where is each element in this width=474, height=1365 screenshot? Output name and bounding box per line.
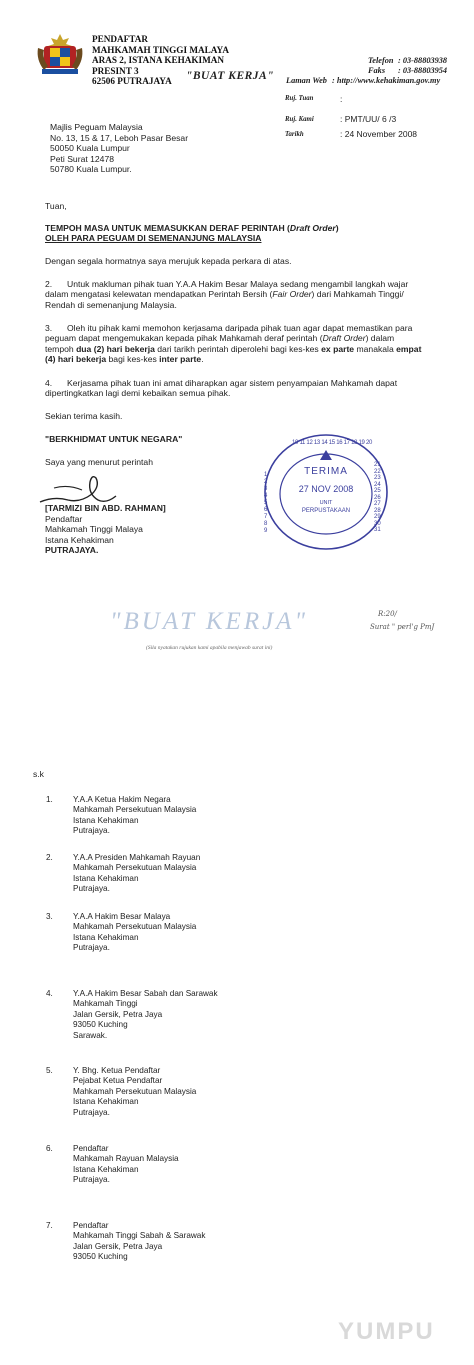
ruj-kami-value: : PMT/UU/ 6 /3 bbox=[340, 114, 397, 124]
cc-item bbox=[73, 795, 196, 837]
intro-paragraph: Dengan segala hormatnya saya merujuk kepada perkara di atas. bbox=[45, 256, 292, 266]
cc-item-line: Mahkamah Persekutuan Malaysia bbox=[73, 922, 197, 932]
cc-item-line: Mahkamah Rayuan Malaysia bbox=[73, 1154, 179, 1164]
subject-line1-italic: Draft Order bbox=[289, 223, 336, 233]
cc-item bbox=[73, 1221, 205, 1263]
stamp-dept: PERPUSTAKAAN bbox=[301, 508, 351, 514]
para3 bbox=[45, 323, 423, 365]
coat-of-arms-logo bbox=[34, 32, 86, 76]
para3-number: 3. bbox=[45, 323, 53, 333]
yumpu-watermark: YUMPU bbox=[338, 1318, 435, 1345]
telefon-value: : 03-88803938 bbox=[398, 56, 448, 65]
subject-line1-pre: TEMPOH MASA UNTUK MEMASUKKAN DERAF PERINTAH ( bbox=[45, 223, 290, 233]
cc-item-number: 7. bbox=[46, 1221, 53, 1230]
recipient-line: No. 13, 15 & 17, Leboh Pasar Besar bbox=[50, 132, 189, 143]
recipient-line: 50050 Kuala Lumpur bbox=[50, 143, 130, 154]
ruj-kami-label: Ruj. Kami bbox=[285, 116, 314, 123]
signatory-city: PUTRAJAYA. bbox=[45, 545, 99, 556]
received-stamp bbox=[262, 432, 390, 552]
cc-item bbox=[73, 989, 218, 1041]
para4: Kerjasama pihak tuan ini amat diharapkan agar sistem penyampaian Mahkamah dapat dipertingkatkan lagi demi kebaikan semua pihak. bbox=[45, 378, 398, 399]
stamp-ring-right: 21 22 23 24 25 26 27 28 29 30 31 bbox=[374, 462, 381, 533]
cc-item-line: Y.A.A Ketua Hakim Negara bbox=[73, 795, 171, 804]
stamp-date: 27 NOV 2008 bbox=[298, 484, 354, 494]
handwritten-note bbox=[370, 608, 435, 634]
cc-item-line: Putrajaya. bbox=[73, 1175, 110, 1185]
cc-item-line: 93050 Kuching bbox=[73, 1020, 128, 1030]
para2-number: 2. bbox=[45, 279, 53, 289]
cc-item-line: Jalan Gersik, Petra Jaya bbox=[73, 1241, 163, 1251]
signatory-line: Mahkamah Tinggi Malaya bbox=[45, 524, 143, 535]
para3-text-c: dari tarikh perintah diperolehi bagi kes-kes bbox=[154, 343, 322, 354]
para3-text-a: Oleh itu pihak kami memohon kerjasama daripada pihak tuan agar dapat memastikan para peguam dapat mengemukakan kepada pihak Mahkamah deraf perintah ( bbox=[45, 323, 413, 344]
org-line: 62506 PUTRAJAYA bbox=[92, 76, 172, 86]
ruj-tuan-value: : bbox=[340, 94, 343, 104]
stamp-ring-left: 1 2 3 4 5 6 7 8 9 bbox=[264, 472, 268, 534]
cc-item-line: Y. Bhg. Ketua Pendaftar bbox=[73, 1066, 161, 1075]
recipient-line: 50780 Kuala Lumpur. bbox=[50, 164, 132, 175]
org-line: PENDAFTAR bbox=[92, 34, 148, 44]
cc-item-line: Istana Kehakiman bbox=[73, 815, 139, 825]
signatory-title bbox=[45, 514, 143, 556]
subject-line2: OLEH PARA PEGUAM DI SEMENANJUNG MALAYSIA bbox=[45, 233, 262, 244]
cc-item-number: 5. bbox=[46, 1066, 53, 1075]
cc-item-line: Sarawak. bbox=[73, 1030, 108, 1040]
handwriting-line: Surat " perl'g PmJ bbox=[370, 623, 435, 631]
cc-item-line: Mahkamah Tinggi Sabah & Sarawak bbox=[73, 1231, 206, 1241]
stamp-unit: UNIT bbox=[319, 500, 333, 506]
footer-motto: "BUAT KERJA" bbox=[110, 608, 308, 635]
signatory-line: Pendaftar bbox=[45, 514, 83, 524]
cc-item-line: Istana Kehakiman bbox=[73, 873, 139, 883]
cc-item-line: Y.A.A Hakim Besar Malaya bbox=[73, 912, 171, 921]
web-label: Laman Web bbox=[286, 76, 327, 85]
cc-item-line: Putrajaya. bbox=[73, 884, 110, 894]
subject-line1-post: ) bbox=[335, 223, 339, 233]
faks-label: Faks bbox=[368, 66, 386, 75]
cc-item-number: 4. bbox=[46, 989, 53, 998]
cc-item-line: Pejabat Ketua Pendaftar bbox=[73, 1076, 163, 1086]
ruj-tuan-label: Ruj. Tuan bbox=[285, 95, 314, 102]
handwriting-line: R:20/ bbox=[378, 610, 397, 618]
cc-item bbox=[73, 853, 200, 895]
cc-label: s.k bbox=[33, 769, 44, 779]
cc-item-line: Pendaftar bbox=[73, 1144, 109, 1153]
para3-text-d: manakala bbox=[354, 343, 397, 354]
cc-item-number: 1. bbox=[46, 795, 53, 804]
org-line: MAHKAMAH TINGGI MALAYA bbox=[92, 44, 229, 55]
cc-item-line: Y.A.A Hakim Besar Sabah dan Sarawak bbox=[73, 989, 218, 998]
cc-item-number: 3. bbox=[46, 912, 53, 921]
para3-text-b: ) dalam tempoh bbox=[45, 333, 395, 354]
salutation: Tuan, bbox=[45, 201, 67, 211]
cc-item-line: Jalan Gersik, Petra Jaya bbox=[73, 1009, 163, 1019]
para3-text-f: . bbox=[201, 354, 204, 365]
cc-item-line: 93050 Kuching bbox=[73, 1252, 128, 1262]
subject bbox=[45, 223, 385, 244]
para3-text-e: bagi kes-kes bbox=[106, 354, 160, 365]
footer-note: (Sila nyatakan rujukan kami apabila menjawab surat ini) bbox=[146, 645, 273, 651]
cc-item-line: Istana Kehakiman bbox=[73, 1097, 139, 1107]
para3-draft-order: Draft Order bbox=[322, 333, 366, 344]
recipient-line: Majlis Peguam Malaysia bbox=[50, 122, 143, 132]
cc-item bbox=[73, 912, 196, 954]
cc-item-line: Mahkamah Persekutuan Malaysia bbox=[73, 1086, 197, 1096]
recipient-line: Peti Surat 12478 bbox=[50, 153, 115, 164]
cc-item-line: Putrajaya. bbox=[73, 1107, 110, 1117]
para2-text-b: ) dari Mahkamah Tinggi/ Rendah di semenanjung Malaysia. bbox=[45, 289, 404, 310]
cc-item-line: Istana Kehakiman bbox=[73, 1164, 139, 1174]
para2 bbox=[45, 279, 423, 310]
signatory-name: [TARMIZI BIN ABD. RAHMAN] bbox=[45, 503, 166, 513]
para3-dua-hari: dua (2) hari bekerja bbox=[76, 343, 155, 354]
slogan: "BERKHIDMAT UNTUK NEGARA" bbox=[45, 434, 183, 444]
org-line: ARAS 2, ISTANA KEHAKIMAN bbox=[92, 55, 225, 65]
cc-item-line: Putrajaya. bbox=[73, 826, 110, 836]
cc-item-line: Mahkamah Tinggi bbox=[73, 999, 138, 1009]
yours-faithfully: Saya yang menurut perintah bbox=[45, 457, 153, 467]
para2-text-a: Untuk makluman pihak tuan Y.A.A Hakim Besar Malaya sedang mengambil langkah wajar dalam mengatasi kelewatan mendapatkan Perintah Bersih ( bbox=[45, 279, 409, 300]
para3-ex-parte: ex parte bbox=[321, 343, 355, 354]
cc-item bbox=[73, 1144, 179, 1186]
signatory-line: Istana Kehakiman bbox=[45, 534, 114, 545]
cc-item-line: Pendaftar bbox=[73, 1221, 109, 1230]
para3-empat-hari: empat (4) hari bekerja bbox=[45, 343, 422, 365]
web-value: : http://www.kehakiman.gov.my bbox=[332, 76, 441, 85]
cc-item-number: 2. bbox=[46, 853, 53, 862]
stamp-ring-top: 10 11 12 13 14 15 16 17 18 19 20 bbox=[292, 440, 373, 446]
tarikh-label: Tarikh bbox=[285, 131, 304, 138]
stamp-received-text: TERIMA bbox=[304, 466, 348, 477]
para3-inter-parte: inter parte bbox=[159, 354, 202, 365]
org-line: PRESINT 3 bbox=[92, 65, 139, 76]
letterhead-motto: "BUAT KERJA" bbox=[186, 70, 275, 82]
recipient-address bbox=[50, 122, 188, 175]
cc-item-number: 6. bbox=[46, 1144, 53, 1153]
para4-number: 4. bbox=[45, 378, 53, 388]
cc-item-line: Mahkamah Persekutuan Malaysia bbox=[73, 805, 197, 815]
faks-value: : 03-88803954 bbox=[398, 66, 448, 75]
telefon-label: Telefon bbox=[368, 56, 394, 65]
cc-item-line: Istana Kehakiman bbox=[73, 932, 139, 942]
closing: Sekian terima kasih. bbox=[45, 411, 123, 421]
cc-item-line: Mahkamah Persekutuan Malaysia bbox=[73, 863, 197, 873]
cc-item-line: Putrajaya. bbox=[73, 943, 110, 953]
para2-fair-order: Fair Order bbox=[272, 289, 312, 300]
cc-item-line: Y.A.A Presiden Mahkamah Rayuan bbox=[73, 853, 201, 862]
cc-item bbox=[73, 1066, 196, 1118]
tarikh-value: : 24 November 2008 bbox=[340, 129, 418, 139]
